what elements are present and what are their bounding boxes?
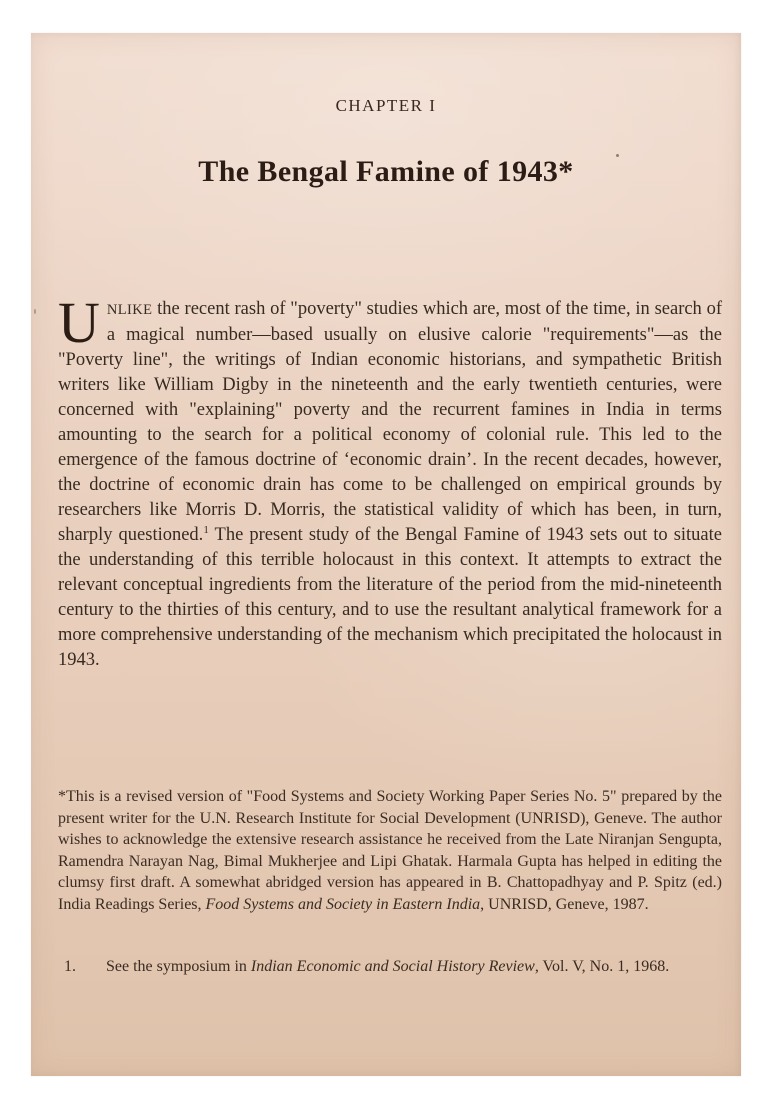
- footnote-number: 1.: [64, 958, 76, 975]
- footnote-body: [106, 956, 694, 978]
- body-text-segment-2: The present study of the Bengal Famine of 1943 sets out to situate the understanding of this terrible holocaust in this context. It attempts to extract the relevant conceptual ingredients from the literature of the period from the mid-nineteenth century to the thirties of this century, and to use the resultant analytical framework for a more comprehensive understanding of the mechanism which precipitated the holocaust in 1943.: [58, 525, 722, 670]
- scan-speck: [34, 309, 36, 314]
- footnote-text-end: , Vol. V, No. 1, 1968.: [534, 958, 670, 975]
- scan-speck: [616, 154, 619, 157]
- star-footnote: [58, 786, 722, 915]
- body-text-segment-1: the recent rash of "poverty" studies which are, most of the time, in search of a magical number—based usually on elusive calorie "requirements"—as the "Poverty line", the writings of Indian economic historians, and sympathetic British writers like William Digby in the nineteenth and the early twentieth centuries, were concerned with "explaining" poverty and the recurrent famines in India in terms amounting to the search for a political economy of colonial rule. This led to the emergence of the famous doctrine of ‘economic drain’. In the recent decades, however, the doctrine of economic drain has come to be challenged on empirical grounds by researchers like Morris D. Morris, the statistical validity of which has been, in turn, sharply questioned.: [58, 299, 722, 545]
- footnote-text: See the symposium in: [106, 958, 251, 975]
- numbered-footnote: [64, 956, 724, 978]
- body-paragraph: [58, 290, 722, 673]
- star-footnote-italic-title: Food Systems and Society in Eastern India: [205, 895, 481, 913]
- drop-cap: U: [58, 290, 100, 355]
- footnote-italic-title: Indian Economic and Social History Review: [250, 958, 535, 975]
- lead-small-caps: NLIKE: [106, 302, 153, 318]
- page-title: The Bengal Famine of 1943*: [198, 155, 574, 188]
- chapter-label: CHAPTER I: [335, 96, 437, 115]
- footnote-reference-1: 1: [203, 523, 209, 536]
- book-page: [31, 33, 741, 1076]
- star-footnote-text-end: , UNRISD, Geneve, 1987.: [480, 895, 649, 913]
- star-footnote-text: *This is a revised version of "Food Systems and Society Working Paper Series No. 5" prepared by the present writer for the U.N. Research Institute for Social Development (UNRISD), Geneve. The author wishes to acknowledge the extensive research assistance he received from the Late Niranjan Sengupta, Ramendra Narayan Nag, Bimal Mukherjee and Lipi Ghatak. Harmala Gupta has helped in editing the clumsy first draft. A somewhat abridged version has appeared in B. Chattopadhyay and P. Spitz (ed.) India Readings Series,: [58, 788, 722, 913]
